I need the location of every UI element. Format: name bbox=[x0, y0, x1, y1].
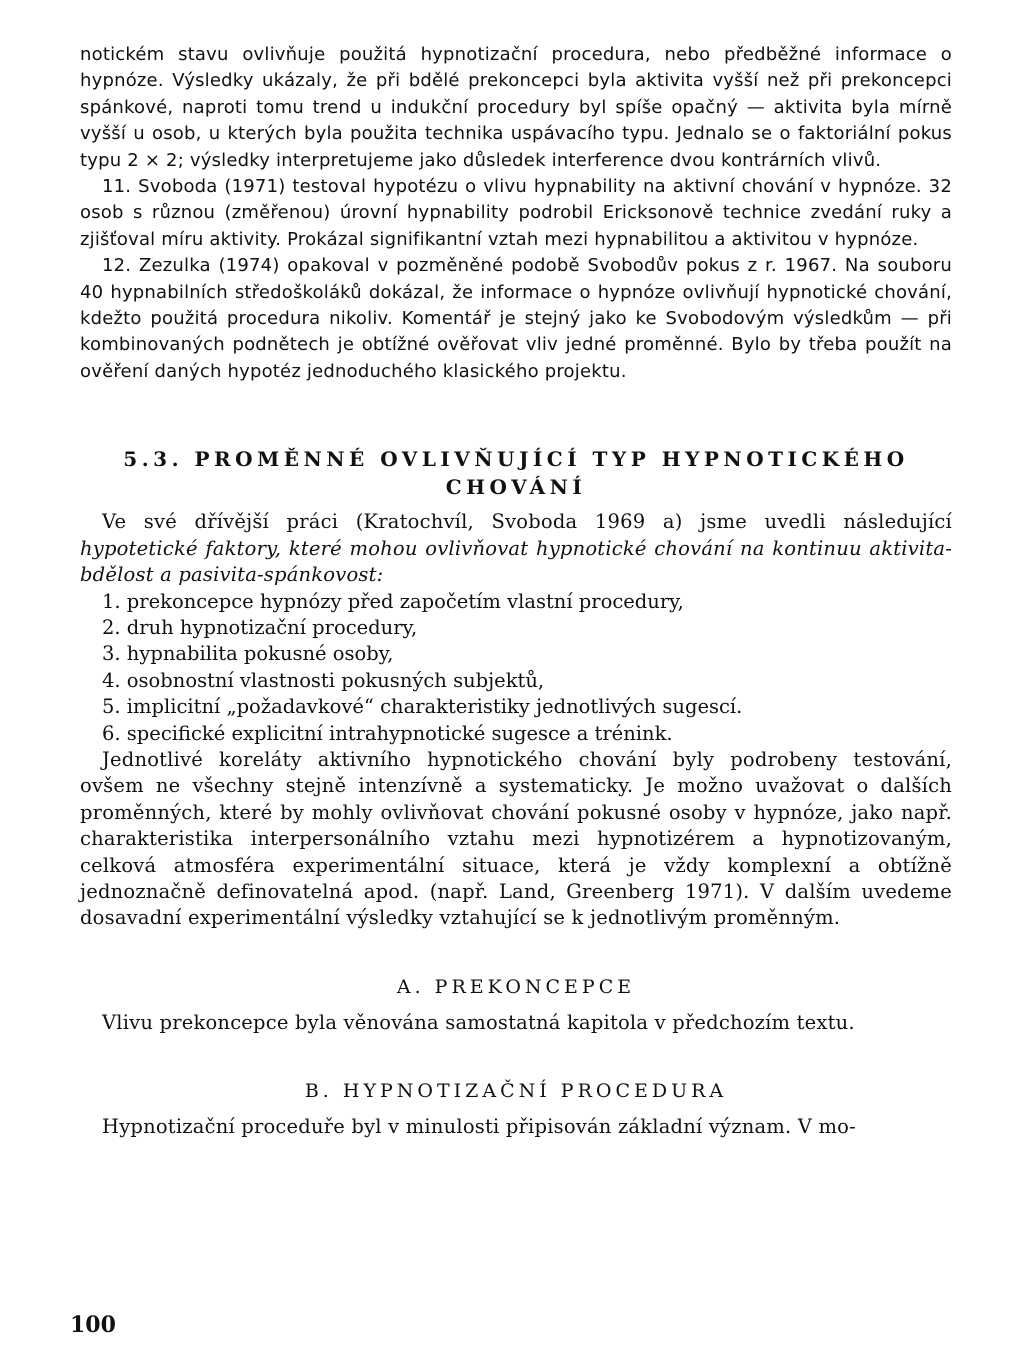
page-content bbox=[80, 42, 952, 1141]
list-item: 3. hypnabilita pokusné osoby, bbox=[102, 642, 394, 666]
section-intro-plain: Ve své dřívější práci (Kratochvíl, Svoboda 1969 a) jsme uvedli následující bbox=[102, 510, 952, 534]
subsection-a-text: Vlivu prekoncepce byla věnována samostatná kapitola v předchozím textu. bbox=[102, 1010, 855, 1034]
list-item: 6. specifické explicitní intrahypnotické sugesce a trénink. bbox=[102, 721, 673, 745]
subsection-a-heading: A. PREKONCEPCE bbox=[396, 975, 636, 998]
list-item: 2. druh hypnotizační procedury, bbox=[102, 615, 418, 639]
section-intro-italic: hypotetické faktory, které mohou ovlivňovat hypnotické chování na kontinuu aktivita-bdělost a pasivita-spánkovost: bbox=[80, 536, 952, 587]
subsection-b-text: Hypnotizační proceduře byl v minulosti připisován základní význam. V mo- bbox=[102, 1115, 856, 1139]
list-item: 5. implicitní „požadavkové“ charakteristiky jednotlivých sugescí. bbox=[102, 695, 743, 719]
subsection-b-heading: B. HYPNOTIZAČNÍ PROCEDURA bbox=[304, 1080, 728, 1103]
section-body: Jednotlivé koreláty aktivního hypnotického chování byly podrobeny testování, ovšem ne všechny stejně intenzívně a systematicky. Je možno uvažovat o dalších proměnných, které by mohly ovlivňovat chování pokusné osoby v hypnóze, jako např. charakteristika interpersonálního vztahu mezi hypnotizérem a hypnotizovaným, celková atmosféra experimentální situace, která je vždy komplexní a obtížně jednoznačně definovatelná apod. (např. Land, Greenberg 1971). V dalším uvedeme dosavadní experimentální výsledky vztahující se k jednotlivým proměnným. bbox=[80, 747, 952, 930]
paragraph-item-11: 11. Svoboda (1971) testoval hypotézu o vlivu hypnability na aktivní chování v hypnóze. 32 osob s různou (změřenou) úrovní hypnability podrobil Ericksonově technice zvedání ruky a zjišťoval míru aktivity. Prokázal signifikantní vztah mezi hypnabilitou a aktivitou v hypnóze. bbox=[80, 176, 952, 250]
section-heading-line1: 5.3. PROMĚNNÉ OVLIVŇUJÍCÍ TYP HYPNOTICKÉHO bbox=[123, 447, 909, 472]
factor-list bbox=[80, 589, 952, 747]
list-item: 4. osobnostní vlastnosti pokusných subjektů, bbox=[102, 668, 545, 692]
paragraph-item-12: 12. Zezulka (1974) opakoval v pozměněné podobě Svobodův pokus z r. 1967. Na souboru 40 hypnabilních středoškoláků dokázal, že informace o hypnóze ovlivňují hypnotické chování, kdežto použitá procedura nikoliv. Komentář je stejný jako ke Svobodovým výsledkům — při kombinovaných podnětech je obtížné ověřovat vliv jedné proměnné. Bylo by třeba použít na ověření daných hypotéz jednoduchého klasického projektu. bbox=[80, 255, 952, 382]
page-number: 100 bbox=[70, 1312, 116, 1338]
section-heading-line2: CHOVÁNÍ bbox=[445, 475, 587, 500]
section-heading bbox=[80, 445, 952, 501]
paragraph-continuation: notickém stavu ovlivňuje použitá hypnotizační procedura, nebo předběžné informace o hypnóze. Výsledky ukázaly, že při bdělé prekoncepci byla aktivita vyšší než při prekoncepci spánkové, naproti tomu trend u indukční procedury byl spíše opačný — aktivita byla mírně vyšší u osob, u kterých byla použita technika uspávacího typu. Jednalo se o faktoriální pokus typu 2 × 2; výsledky interpretujeme jako důsledek interference dvou kontrárních vlivů. bbox=[80, 44, 952, 171]
section-intro bbox=[80, 509, 952, 588]
list-item: 1. prekoncepce hypnózy před započetím vlastní procedury, bbox=[102, 589, 684, 613]
